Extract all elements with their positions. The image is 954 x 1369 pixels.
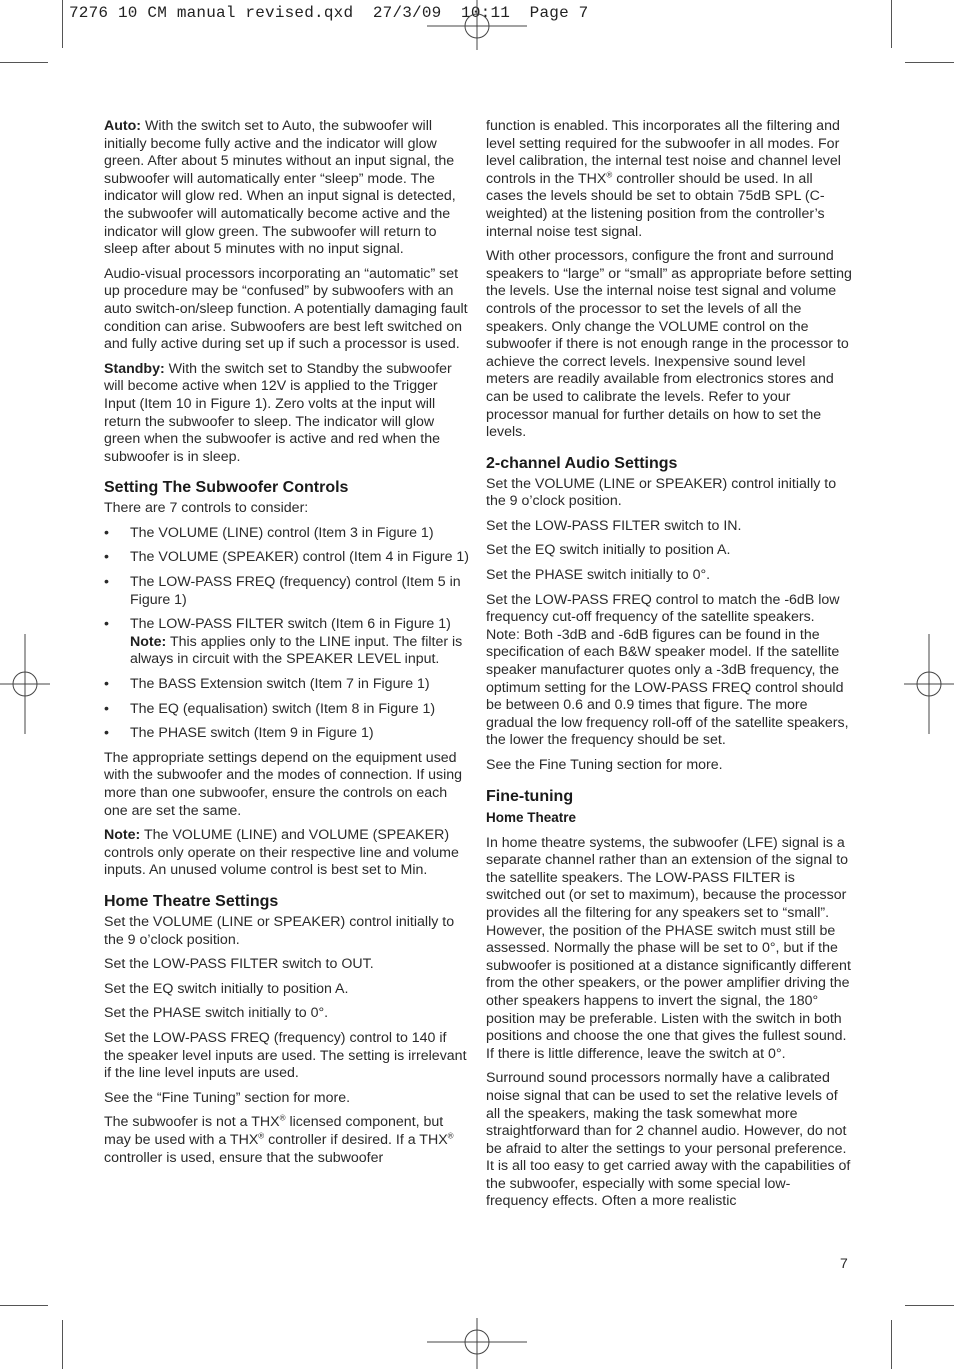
crop-mark xyxy=(0,62,48,63)
ft-home-theatre-paragraph: In home theatre systems, the subwoofer (LFE) signal is a separate channel rather than an extension of the signal to the satellite speakers. The LOW-PASS FILTER is switched out (or set to maximum), because the processor provides all the filtering for any speakers set to “small”. However, the position of the PHASE switch must still be assessed. Normally the phase will be set to 0°, but if the subwoofer is positioned at a distance significantly different from the other speakers, or the power amplifier driving the other speakers happens to invert the signal, the 180° position may be preferable. Listen with the switch in both positions and choose the one that gives the fullest sound. If there is little difference, leave the switch at 0°. xyxy=(486,834,851,1062)
av-processors-paragraph: Audio-visual processors incorporating an “automatic” set up procedure may be “confused” by subwoofers with an auto switch-on/sleep function. A potentially damaging fault condition can arise. Subwoofers are best left switched on and fully active during set up if such a processor is used. xyxy=(104,265,468,353)
crop-mark xyxy=(62,0,63,48)
controls-heading: Setting The Subwoofer Controls xyxy=(104,479,349,497)
registered-mark: ® xyxy=(447,1131,454,1141)
list-item: • The LOW-PASS FILTER switch (Item 6 in Figure 1) Note: This applies only to the LINE input. The filter is always in circuit with the SPEAKER LEVEL input. xyxy=(104,616,463,668)
filter-note-label: Note: xyxy=(130,633,167,650)
standby-label: Standby: xyxy=(104,360,165,377)
standby-text: With the switch set to Standby the subwoofer will become active when 12V is applied to the Trigger Input (Item 10 in Figure 1). Zero volts at the input will return the subwoofer to sleep. The indicator will glow green when the subwoofer is active and red when the subwoofer is in sleep. xyxy=(104,360,452,465)
volume-note-paragraph xyxy=(104,827,470,880)
volume-note-text: The VOLUME (LINE) and VOLUME (SPEAKER) controls only operate on their respective line and volume inputs. An unused volume control is best set to Min. xyxy=(104,827,459,879)
home-theatre-heading: Home Theatre Settings xyxy=(104,892,279,910)
ft-surround-paragraph: Surround sound processors normally have a calibrated noise signal that can be used to set the relative levels of all the speakers, making the task somewhat more straightforward than for 2 channel audio. However, do not be afraid to alter the settings to your personal preference. It is all too easy to get carried away with the capabilities of the subwoofer, especially with some special low-frequency effects. Often a more realistic xyxy=(486,1070,851,1210)
registration-mark-left-icon xyxy=(0,634,50,734)
auto-text: With the switch set to Auto, the subwoofer will initially become fully active and the indicator will glow green. After about 5 minutes without an input signal, the subwoofer will automatically enter “sleep” mode. The indicator will glow red. When an input signal is detected, the subwoofer will automatically become active and the indicator will glow green. The subwoofer will return to sleep after about 5 minutes with no input signal. xyxy=(104,118,456,258)
ht-setting: Set the LOW-PASS FREQ (frequency) control to 140 if the speaker level inputs are used. The setting is irrelevant if the line level inputs are used. xyxy=(104,1029,467,1082)
two-ch-setting: Set the PHASE switch initially to 0°. xyxy=(486,567,711,584)
crop-mark xyxy=(891,1320,892,1369)
fine-tuning-heading: Fine-tuning xyxy=(486,787,574,805)
print-slug: 7276 10 CM manual revised.qxd 27/3/09 10:11 Page 7 xyxy=(69,4,589,22)
bullet: • xyxy=(104,549,109,566)
standby-paragraph xyxy=(104,361,470,467)
registration-mark-right-icon xyxy=(904,634,954,734)
filter-note-text: This applies only to the LINE input. The filter is always in circuit with the SPEAKER LEVEL input. xyxy=(130,633,463,668)
two-ch-setting: Set the VOLUME (LINE or SPEAKER) control initially to the 9 o’clock position. xyxy=(486,475,837,510)
bullet: • xyxy=(104,676,109,693)
registration-mark-bottom-icon xyxy=(427,1318,527,1369)
two-ch-setting: See the Fine Tuning section for more. xyxy=(486,757,723,773)
crop-mark xyxy=(891,0,892,48)
bullet: • xyxy=(104,725,109,742)
two-channel-heading: 2-channel Audio Settings xyxy=(486,454,678,472)
controls-intro: There are 7 controls to consider: xyxy=(104,500,309,517)
right-column xyxy=(486,118,852,1218)
crop-mark xyxy=(905,1305,954,1306)
bullet: • xyxy=(104,574,109,591)
two-ch-setting: Set the EQ switch initially to position A. xyxy=(486,542,731,559)
ht-setting: Set the VOLUME (LINE or SPEAKER) control initially to the 9 o’clock position. xyxy=(104,913,455,948)
crop-mark xyxy=(62,1320,63,1369)
ht-setting: Set the EQ switch initially to position A. xyxy=(104,980,349,997)
list-item: • The VOLUME (SPEAKER) control (Item 4 in Figure 1) xyxy=(104,549,470,566)
bullet: • xyxy=(104,524,109,541)
volume-note-label: Note: xyxy=(104,827,141,844)
bullet: • xyxy=(104,700,109,717)
list-item: • The LOW-PASS FREQ (frequency) control (Item 5 in Figure 1) xyxy=(104,574,461,608)
registered-mark: ® xyxy=(279,1113,286,1123)
ht-setting: See the “Fine Tuning” section for more. xyxy=(104,1089,351,1106)
page-number: 7 xyxy=(840,1255,848,1271)
list-item: • The VOLUME (LINE) control (Item 3 in Figure 1) xyxy=(104,524,434,541)
controls-list xyxy=(104,525,470,743)
other-processors-paragraph: With other processors, configure the front and surround speakers to “large” or “small” as appropriate before setting the levels. Use the internal noise test signal and volume controls of the processor to set the levels of all the speakers. Only change the VOLUME control on the subwoofer if there is not enough range in the processor to achieve the correct levels. Inexpensive sound level meters are readily available from electronics stores and can be used to calibrate the levels. Refer to your processor manual for further details on how to set the levels. xyxy=(486,248,852,441)
list-item: • The PHASE switch (Item 9 in Figure 1) xyxy=(104,725,374,742)
crop-mark xyxy=(905,62,954,63)
list-item: • The EQ (equalisation) switch (Item 8 in Figure 1) xyxy=(104,700,436,717)
ht-setting: Set the PHASE switch initially to 0°. xyxy=(104,1005,329,1022)
thx-continued-paragraph: function is enabled. This incorporates all the filtering and level setting required for the subwoofer in all modes. For level calibration, the internal test noise and channel level controls in the THX® controller should be used. In all cases the levels should be set to obtain 75dB SPL (C-weighted) at the listening position from the controller’s internal noise test signal. xyxy=(486,118,841,240)
bullet: • xyxy=(104,616,109,633)
ht-setting: Set the LOW-PASS FILTER switch to OUT. xyxy=(104,956,374,973)
registration-mark-top-icon xyxy=(427,0,527,50)
thx-paragraph: The subwoofer is not a THX® licensed component, but may be used with a THX® controller if desired. If a THX® controller is used, ensure that the subwoofer xyxy=(104,1113,454,1166)
list-item: • The BASS Extension switch (Item 7 in Figure 1) xyxy=(104,676,430,693)
left-column xyxy=(104,118,470,1174)
two-ch-setting: Set the LOW-PASS FREQ control to match the -6dB low frequency cut-off frequency of the satellite speakers. Note: Both -3dB and -6dB figures can be found in the specification of each B&W speaker model. If the satellite speaker manufacturer quotes only a -3dB frequency, the optimum setting for the LOW-PASS FREQ control should be between 0.6 and 0.9 times that figure. The more gradual the low frequency roll-off of the satellite speakers, the lower the frequency should be set. xyxy=(486,591,849,749)
registered-mark: ® xyxy=(606,170,613,180)
crop-mark xyxy=(0,1305,48,1306)
home-theatre-subheading: Home Theatre xyxy=(486,809,577,825)
auto-label: Auto: xyxy=(104,118,142,134)
appropriate-settings-paragraph: The appropriate settings depend on the equipment used with the subwoofer and the modes of connection. If using more than one subwoofer, ensure the controls on each one are set the same. xyxy=(104,749,463,819)
auto-paragraph xyxy=(104,118,470,259)
registered-mark: ® xyxy=(258,1131,265,1141)
two-ch-setting: Set the LOW-PASS FILTER switch to IN. xyxy=(486,517,742,534)
